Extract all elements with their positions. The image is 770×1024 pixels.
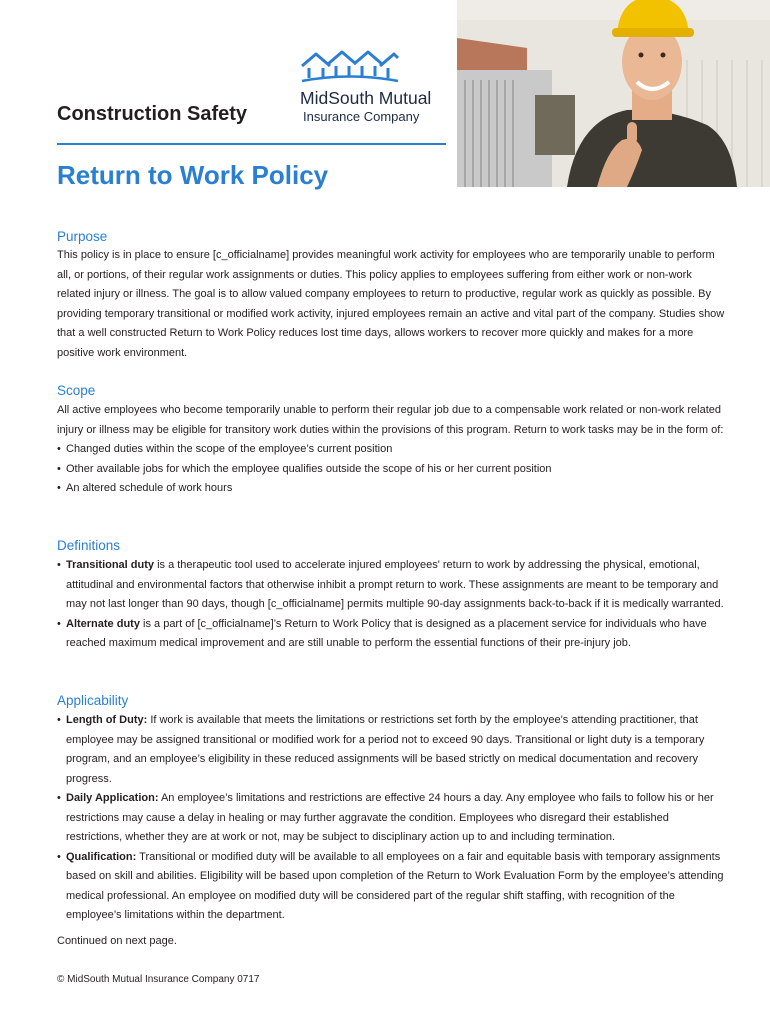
- definition-term: Alternate duty: [66, 617, 140, 630]
- definition-term: Transitional duty: [66, 559, 155, 571]
- section-heading-scope: Scope: [57, 383, 96, 398]
- list-item: • An altered schedule of work hours: [57, 482, 233, 494]
- section-heading-purpose: Purpose: [57, 229, 108, 244]
- logo-company-subtitle: Insurance Company: [303, 109, 420, 124]
- document-category-label: Construction Safety: [57, 103, 248, 125]
- footer-copyright: © MidSouth Mutual Insurance Company 0717: [57, 974, 260, 985]
- list-item: • Alternate duty is a part of [c_officialname]’s Return to Work Policy that is designed as a placement service for individuals who have reached maximum medical improvement and are still unable to perform the essential functions of their pre-injury job.: [57, 617, 707, 649]
- scope-bullet-list: [57, 440, 727, 499]
- definitions-body: [57, 556, 727, 654]
- applicability-term: Daily Application:: [66, 792, 159, 804]
- page-title: Return to Work Policy: [57, 160, 329, 190]
- company-logo: [300, 50, 450, 130]
- applicability-term: Length of Duty:: [66, 714, 148, 726]
- applicability-body: [57, 711, 727, 926]
- list-item: • Daily Application: An employee’s limitations and restrictions are effective 24 hours a day. Any employee who fails to follow his or her restrictions may cause a delay in healing or may further aggravate the condition. Employees who disregard their established restrictions, whether they are at work or not, may be subject to disciplinary action up to and including termination.: [57, 792, 714, 843]
- list-item: • Transitional duty is a therapeutic tool used to accelerate injured employees' return to work by addressing the physical, emotional, attitudinal and environmental factors that otherwise inhibit a prompt return to work. These assignments are meant to be temporary and may not last longer than 90 days, though [c_officialname] permits multiple 90-day assignments back-to-back if it is medically warranted.: [57, 559, 724, 610]
- logo-company-name: MidSouth Mutual: [300, 88, 432, 108]
- purpose-text: This policy is in place to ensure [c_officialname] provides meaningful work activity for employees who are temporarily unable to perform all, or portions, of their regular work assignments or duties. This policy applies to employees suffering from either work or non-work related injury or illness. The goal is to allow valued company employees to return to productive, regular work as quickly as possible. By providing temporary transitional or modified work activity, injured employees remain an active and vital part of the company. Studies show that a well constructed Return to Work Policy reduces lost time days, allows workers to recover more quickly and makes for a more positive work environment.: [57, 249, 725, 359]
- applicability-term: Qualification:: [66, 850, 137, 863]
- list-item: • Qualification: Transitional or modified duty will be available to all employees on a fair and equitable basis with temporary assignments based on skill and abilities. Eligibility will be based upon completion of the Return to Work Evaluation Form by the employee’s attending medical professional. An employee on modified duty will be considered part of the regular shift staffing, with recognition of the employee’s limitations within the department.: [57, 850, 724, 921]
- scope-text: All active employees who become temporarily unable to perform their regular job due to a compensable work related or non-work related injury or illness may be eligible for transitory work duties within the provisions of this program. Return to work tasks may be in the form of:: [57, 404, 724, 436]
- section-heading-definitions: Definitions: [57, 538, 121, 553]
- continued-note: Continued on next page.: [57, 935, 177, 947]
- header-divider: [57, 143, 446, 145]
- definitions-list: [57, 556, 727, 654]
- scope-body: [57, 401, 727, 499]
- houses-logo-icon: [300, 50, 400, 84]
- construction-worker-photo: [457, 0, 770, 187]
- purpose-body: [57, 246, 727, 363]
- list-item: • Length of Duty: If work is available that meets the limitations or restrictions set forth by the employee’s attending practitioner, that employee may be assigned transitional or modified work for a period not to exceed 90 days. Transitional or light duty is a temporary program, and an employee’s eligibility in these reduced assignments will be based strictly on medical documentation and recovery progress.: [57, 714, 705, 785]
- list-item: • Changed duties within the scope of the employee’s current position: [57, 443, 393, 455]
- list-item: • Other available jobs for which the employee qualifies outside the scope of his or her current position: [57, 462, 552, 475]
- applicability-list: [57, 711, 727, 926]
- section-heading-applicability: Applicability: [57, 693, 129, 708]
